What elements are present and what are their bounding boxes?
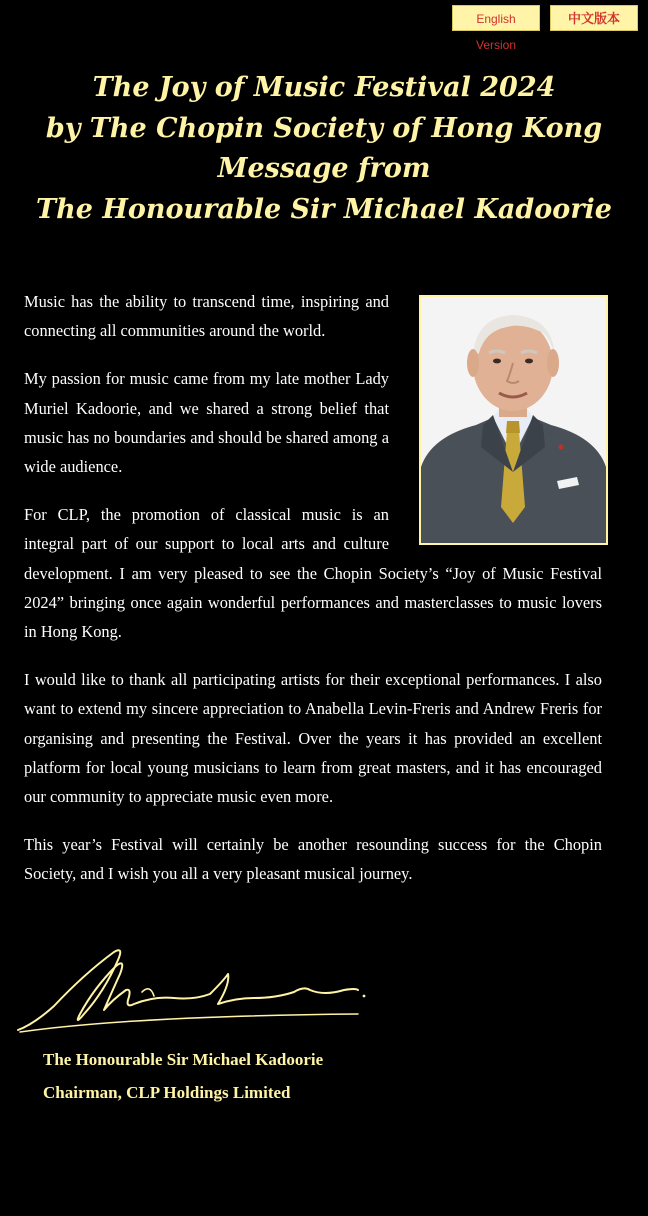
portrait-photo bbox=[419, 295, 608, 545]
title-line-author: The Honourable Sir Michael Kadoorie bbox=[36, 193, 612, 225]
paragraph-2: My passion for music came from my late mother Lady Muriel Kadoorie, and we shared a strong belief that music has no boundaries and should be shared among a wide audience. bbox=[24, 369, 389, 477]
title-line-festival: The Joy of Music Festival 2024 bbox=[92, 72, 556, 103]
message-body bbox=[24, 287, 602, 908]
language-switch bbox=[452, 5, 638, 52]
chinese-version-button[interactable]: 中文版本 bbox=[550, 5, 638, 31]
paragraph-5: This year’s Festival will certainly be another resounding success for the Chopin Society, and I wish you all a very pleasant musical journey. bbox=[24, 835, 602, 884]
signatory-name: The Honourable Sir Michael Kadoorie bbox=[43, 1050, 324, 1069]
paragraph-1: Music has the ability to transcend time, inspiring and connecting all communities around the world. bbox=[24, 292, 389, 341]
signatory-position: Chairman, CLP Holdings Limited bbox=[43, 1083, 291, 1102]
paragraph-3: For CLP, the promotion of classical music is an integral part of our support to local arts and culture development. I am very pleased to see the Chopin Society’s “Joy of Music Festival 2024” bringing once again wonderful performances and masterclasses to music lovers in Hong Kong. bbox=[24, 505, 602, 642]
page-title bbox=[0, 68, 648, 230]
english-version-button[interactable]: English Version bbox=[452, 5, 540, 31]
portrait-illustration bbox=[421, 297, 606, 543]
title-line-society: by The Chopin Society of Hong Kong bbox=[45, 112, 603, 144]
title-line-message: Message from bbox=[217, 153, 431, 184]
handwritten-signature bbox=[14, 944, 374, 1040]
paragraph-4: I would like to thank all participating artists for their exceptional performances. I also want to extend my sincere appreciation to Anabella Levin-Freris and Andrew Freris for organising and presenting the Festival. Over the years it has provided an excellent platform for local young musicians to learn from great masters, and it has encouraged our community to appreciate music even more. bbox=[24, 670, 602, 807]
